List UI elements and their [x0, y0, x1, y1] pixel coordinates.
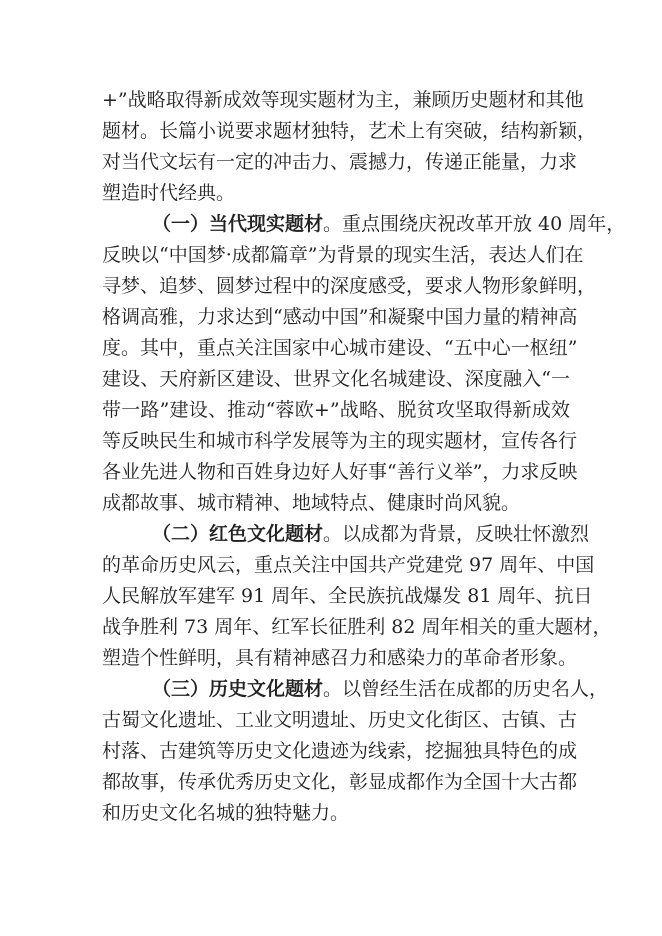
text-line — [102, 240, 584, 271]
line-text: 的革命历史风云，重点关注中国共产党建党 97 周年、中国 — [102, 554, 595, 576]
text-line — [102, 178, 570, 209]
text-line — [102, 333, 578, 364]
line-text: 度。其中，重点关注国家中心城市建设、“五中心一枢纽” — [102, 337, 578, 359]
line-text: 村落、古建筑等历史文化遗迹为线索，挖掘独具特色的成 — [102, 740, 578, 762]
text-line — [102, 395, 570, 426]
line-text: 带一路”建设、推动“蓉欧+”战略、脱贫攻坚取得新成效 — [102, 399, 570, 421]
line-text: 寻梦、追梦、圆梦过程中的深度感受，要求人物形象鲜明， — [102, 275, 597, 297]
text-line — [102, 550, 595, 581]
line-text: 和历史文化名城的独特魅力。 — [102, 802, 350, 824]
section-heading: （二）红色文化题材 — [152, 523, 324, 545]
line-text: 塑造时代经典。 — [102, 182, 236, 204]
line-text: 都故事，传承优秀历史文化，彰显成都作为全国十大古都 — [102, 771, 578, 793]
paragraph — [102, 209, 626, 519]
document-page — [102, 85, 626, 829]
line-text: 战争胜利 73 周年、红军长征胜利 82 周年相关的重大题材， — [102, 616, 612, 638]
line-text: 。重点围绕庆祝改革开放 40 周年， — [323, 213, 626, 235]
line-text: 人民解放军建军 91 周年、全民族抗战爆发 81 周年、抗日 — [102, 585, 593, 607]
text-line — [102, 147, 578, 178]
line-text: 。以成都为背景，反映壮怀激烈 — [323, 523, 590, 545]
text-line — [102, 488, 570, 519]
text-line — [102, 705, 578, 736]
line-text: 反映以“中国梦·成都篇章”为背景的现实生活，表达人们在 — [102, 244, 584, 266]
text-line — [102, 767, 578, 798]
paragraph — [102, 519, 612, 674]
line-text: +”战略取得新成效等现实题材为主，兼顾历史题材和其他 — [102, 89, 584, 111]
section-heading: （一）当代现实题材 — [152, 213, 324, 235]
line-text: 题材。长篇小说要求题材独特，艺术上有突破，结构新颖， — [102, 120, 597, 142]
text-line — [102, 674, 609, 705]
line-text: 成都故事、城市精神、地域特点、健康时尚风貌。 — [102, 492, 521, 514]
text-line — [102, 612, 612, 643]
text-line — [102, 209, 626, 240]
text-line — [102, 426, 578, 457]
section-heading: （三）历史文化题材 — [152, 678, 324, 700]
text-line — [102, 643, 578, 674]
text-line — [102, 457, 578, 488]
text-line — [102, 519, 590, 550]
line-text: 塑造个性鲜明，具有精神感召力和感染力的革命者形象。 — [102, 647, 578, 669]
text-line — [102, 271, 597, 302]
text-line — [102, 116, 597, 147]
line-text: 。以曾经生活在成都的历史名人， — [323, 678, 609, 700]
line-text: 各业先进人物和百姓身边好人好事“善行义举”，力求反映 — [102, 461, 578, 483]
paragraph — [102, 674, 609, 829]
line-text: 建设、天府新区建设、世界文化名城建设、深度融入“一 — [102, 368, 570, 390]
line-text: 古蜀文化遗址、工业文明遗址、历史文化街区、古镇、古 — [102, 709, 578, 731]
line-text: 等反映民生和城市科学发展等为主的现实题材，宣传各行 — [102, 430, 578, 452]
text-line — [102, 85, 584, 116]
text-line — [102, 798, 570, 829]
paragraph — [102, 85, 597, 209]
line-text: 格调高雅，力求达到“感动中国”和凝聚中国力量的精神高 — [102, 306, 578, 328]
text-line — [102, 364, 570, 395]
text-line — [102, 302, 578, 333]
line-text: 对当代文坛有一定的冲击力、震撼力，传递正能量，力求 — [102, 151, 578, 173]
text-line — [102, 736, 578, 767]
text-line — [102, 581, 593, 612]
